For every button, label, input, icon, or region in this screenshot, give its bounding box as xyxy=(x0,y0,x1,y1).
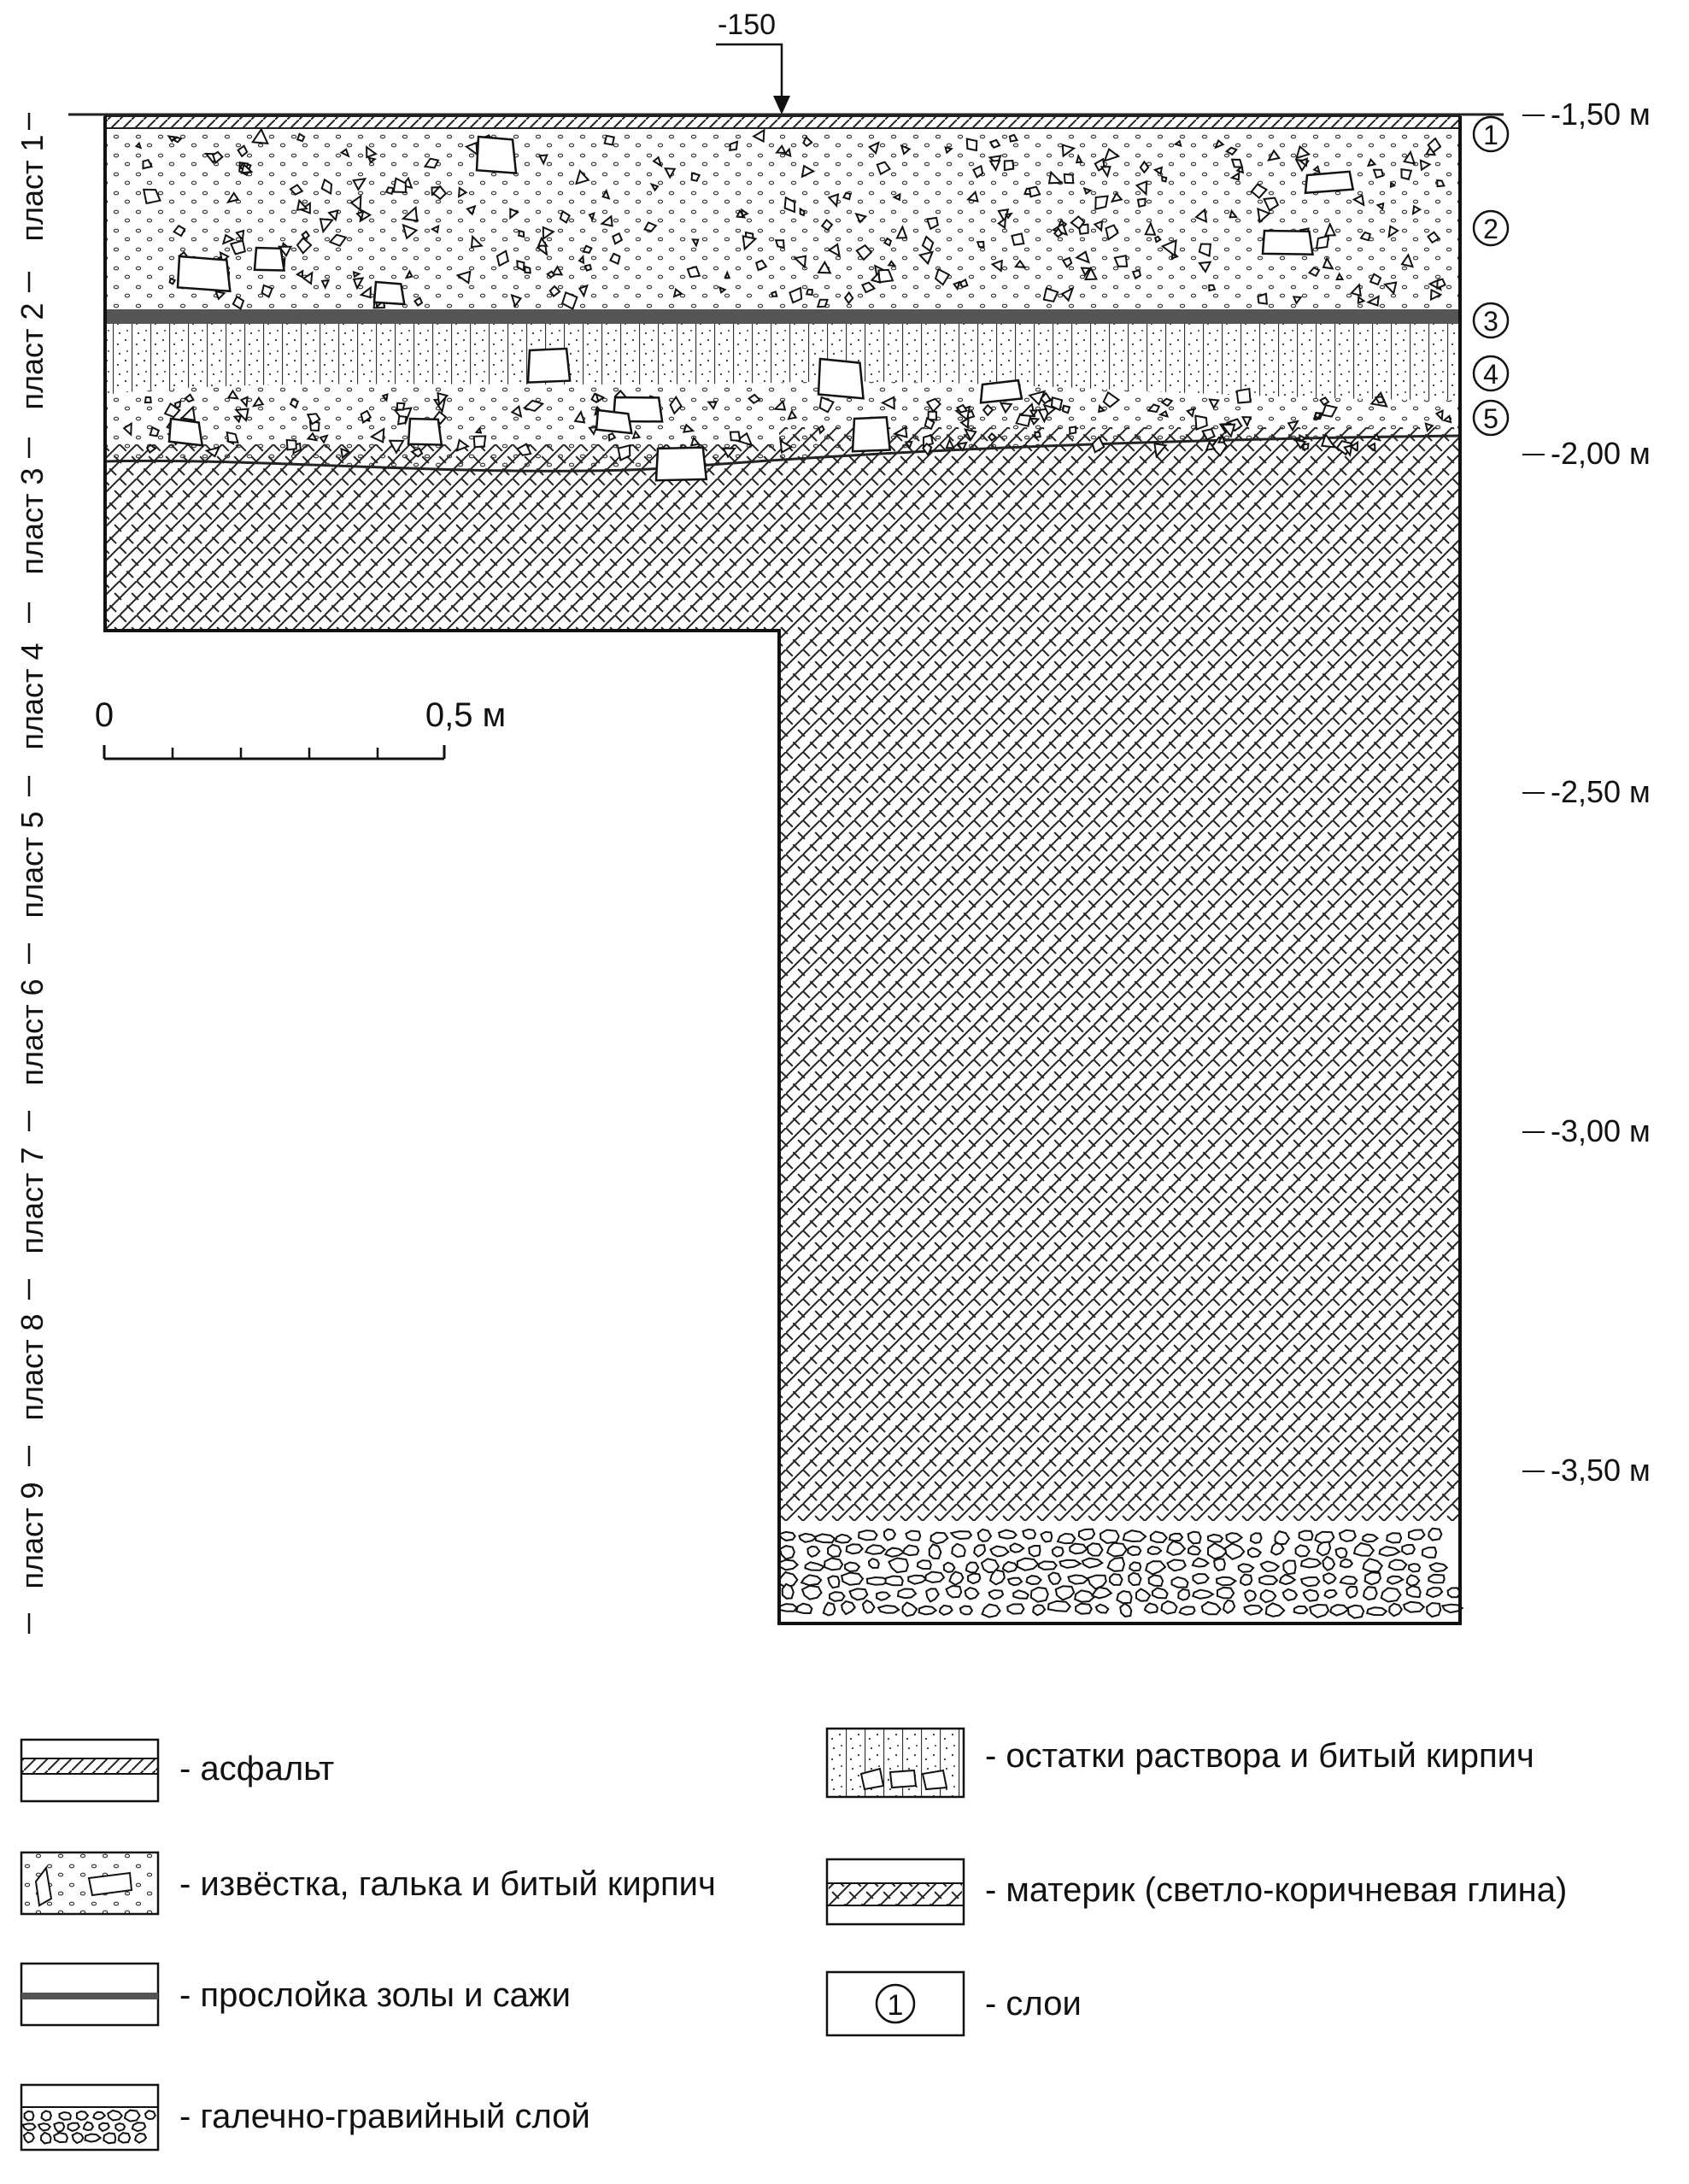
pebble xyxy=(1117,1591,1131,1603)
pebble xyxy=(1048,1601,1070,1612)
pebble xyxy=(925,1572,944,1583)
pebble xyxy=(1172,1577,1188,1588)
pebble xyxy=(25,2111,34,2121)
brick-fragment xyxy=(585,265,591,271)
legend-label: - галечно-гравийный слой xyxy=(179,2098,590,2135)
pebble xyxy=(952,1544,965,1557)
brick-fragment xyxy=(386,187,393,194)
pebble xyxy=(906,1531,920,1541)
depth-label: -1,50 м xyxy=(1551,97,1651,132)
plast-column xyxy=(15,113,50,1634)
scale-bar xyxy=(95,696,506,759)
pebble xyxy=(968,1574,980,1584)
brick-piece xyxy=(178,256,230,291)
legend-item-lime-pebble-brick xyxy=(21,1852,716,1914)
pebble xyxy=(1245,1590,1256,1601)
pebble xyxy=(1346,1587,1358,1598)
pebble xyxy=(1149,1575,1164,1586)
pebble xyxy=(1428,1575,1444,1583)
layer-number-1 xyxy=(1474,117,1508,151)
brick-fragment xyxy=(474,436,485,447)
brick-fragment xyxy=(1401,169,1410,179)
pebble xyxy=(1070,1544,1087,1554)
pebble xyxy=(1381,1588,1401,1601)
brick-fragment xyxy=(818,300,827,307)
pebble xyxy=(1422,1547,1436,1558)
pebble xyxy=(1294,1606,1308,1613)
pebble xyxy=(1178,1589,1189,1600)
plast-label: пласт 1 xyxy=(15,134,50,242)
pebble xyxy=(1180,1606,1195,1614)
pebble xyxy=(115,2123,125,2131)
pebble xyxy=(1008,1578,1022,1585)
pebble xyxy=(119,2133,130,2142)
pebble xyxy=(1007,1605,1023,1614)
pebble xyxy=(1259,1576,1277,1584)
pebble xyxy=(1027,1576,1041,1584)
pebble xyxy=(103,2133,115,2143)
brick-piece xyxy=(169,419,202,445)
pebble xyxy=(1406,1586,1420,1597)
legend-item-ash-soot xyxy=(21,1964,571,2025)
layer-numbers xyxy=(1474,117,1508,435)
pebble xyxy=(828,1545,841,1557)
layer-1-asphalt xyxy=(105,116,1460,128)
layer-3-ash-soot xyxy=(105,309,1460,324)
brick-fragment xyxy=(1317,236,1328,249)
pebble xyxy=(1323,1573,1335,1583)
legend-label: - асфальт xyxy=(179,1750,335,1788)
pebble xyxy=(1214,1559,1225,1570)
brick-piece xyxy=(1263,231,1313,255)
brick-fragment xyxy=(1064,174,1074,183)
pebble xyxy=(42,2111,51,2121)
pebble xyxy=(944,1563,955,1572)
brick-fragment xyxy=(525,267,530,273)
plast-label: пласт 6 xyxy=(15,978,50,1086)
pebble xyxy=(1217,1577,1235,1586)
pebble xyxy=(1299,1531,1313,1541)
pebble xyxy=(1023,1529,1035,1539)
layer-number-4 xyxy=(1474,356,1508,390)
brick-fragment xyxy=(1095,197,1107,209)
brick-fragment xyxy=(175,402,180,408)
pebble xyxy=(1389,1559,1407,1570)
brick-fragment xyxy=(977,242,983,247)
brick-fragment xyxy=(1035,432,1040,437)
pebble xyxy=(1296,1545,1310,1556)
brick-fragment xyxy=(1209,285,1215,291)
brick-fragment xyxy=(605,136,614,145)
pebble xyxy=(930,1544,941,1559)
pebble xyxy=(878,1606,899,1613)
pebble xyxy=(1100,1530,1119,1544)
pebble xyxy=(1217,1588,1234,1599)
pebble xyxy=(847,1544,863,1553)
pebble xyxy=(1402,1545,1415,1554)
layer-number-text: 3 xyxy=(1483,306,1498,337)
pebble xyxy=(1301,1577,1319,1586)
plast-label: пласт 4 xyxy=(15,643,50,750)
pebble xyxy=(1427,1603,1440,1617)
brick-piece xyxy=(656,448,707,481)
brick-fragment xyxy=(1063,406,1070,413)
pebble xyxy=(1170,1534,1182,1541)
pebble xyxy=(830,1592,845,1601)
pebble xyxy=(999,1530,1016,1539)
brick-piece xyxy=(255,248,284,271)
pebble xyxy=(824,1559,842,1570)
brick-fragment xyxy=(1005,161,1014,170)
pebble xyxy=(1129,1562,1141,1570)
pebble xyxy=(966,1563,978,1573)
plast-label: пласт 3 xyxy=(15,467,50,575)
pebble xyxy=(1340,1559,1352,1568)
legend-swatch-brick xyxy=(861,1769,947,1789)
pebble xyxy=(783,1584,794,1599)
pebble xyxy=(1193,1574,1208,1583)
pebble xyxy=(1053,1547,1064,1556)
pebble xyxy=(73,2133,84,2143)
pebble xyxy=(41,2133,51,2144)
layer-number-text: 5 xyxy=(1483,403,1498,434)
pebble xyxy=(93,2112,104,2120)
brick-fragment xyxy=(287,440,296,449)
legend-label: - извёстка, галька и битый кирпич xyxy=(179,1865,716,1903)
pebble xyxy=(1430,1563,1447,1571)
pebble xyxy=(884,1529,895,1541)
pebble xyxy=(885,1576,903,1586)
brick-fragment xyxy=(1162,177,1166,182)
plast-label: пласт 2 xyxy=(15,302,50,410)
brick-piece xyxy=(853,417,890,451)
pebble xyxy=(918,1560,931,1569)
pebble xyxy=(24,2133,34,2143)
brick-piece xyxy=(818,359,864,398)
legend-item-pebble-gravel xyxy=(21,2085,590,2150)
brick-piece xyxy=(408,419,442,445)
pebble xyxy=(54,2133,67,2142)
pebble xyxy=(1129,1573,1141,1585)
brick-piece xyxy=(528,349,570,383)
pebble xyxy=(960,1606,972,1615)
pebble xyxy=(989,1590,1004,1599)
pebble xyxy=(1029,1546,1040,1557)
pebble xyxy=(978,1529,991,1541)
pebble xyxy=(132,2122,145,2131)
layer-number-2 xyxy=(1474,211,1508,245)
legend-item-asphalt xyxy=(21,1740,334,1801)
layer-number-text: 2 xyxy=(1483,214,1498,244)
pebble xyxy=(23,2123,36,2130)
brick-fragment xyxy=(1138,199,1146,207)
brick-fragment xyxy=(771,291,777,296)
legend-swatch-ash-soot xyxy=(21,1993,158,1999)
pebble xyxy=(1003,1562,1018,1572)
legend-label: - остатки раствора и битый кирпич xyxy=(985,1737,1534,1775)
plast-label: пласт 8 xyxy=(15,1313,50,1421)
layer-number-text: 4 xyxy=(1483,359,1498,390)
pebble xyxy=(919,1606,936,1615)
legend-label: - слои xyxy=(985,1985,1082,2023)
scale-bar-end: 0,5 м xyxy=(425,696,507,734)
pebble xyxy=(1079,1529,1094,1541)
pebble xyxy=(842,1573,863,1585)
brick-fragment xyxy=(1258,294,1267,304)
pebble xyxy=(779,1604,797,1612)
pebble xyxy=(1039,1561,1057,1570)
pebble xyxy=(1088,1543,1103,1555)
brick-fragment xyxy=(730,432,740,440)
depth-label: -3,00 м xyxy=(1551,1113,1651,1148)
legend-swatch-asphalt xyxy=(21,1758,158,1774)
layer-number-3 xyxy=(1474,303,1508,338)
brick-piece xyxy=(981,380,1022,402)
pebble xyxy=(1340,1530,1356,1541)
pebble xyxy=(1128,1547,1141,1555)
brick-piece xyxy=(477,137,516,173)
pebble xyxy=(1409,1564,1420,1571)
pebble xyxy=(1301,1559,1321,1568)
pebble xyxy=(859,1530,877,1540)
pebble xyxy=(1409,1530,1424,1540)
brick-fragment xyxy=(1315,413,1320,418)
subsoil-clay-fill-deep xyxy=(779,427,1460,1529)
pebble xyxy=(1367,1607,1387,1615)
pebble xyxy=(125,2111,140,2122)
pebble xyxy=(1244,1606,1262,1615)
pebble xyxy=(108,2111,122,2121)
brick-fragment xyxy=(776,240,783,248)
pebble xyxy=(1208,1535,1223,1542)
pebble xyxy=(1387,1533,1401,1542)
pebble xyxy=(1188,1532,1201,1544)
legend-item-layers xyxy=(827,1972,1082,2035)
pebble xyxy=(1145,1604,1158,1613)
brick-fragment xyxy=(519,231,524,237)
brick-fragment xyxy=(227,432,238,443)
brick-fragment xyxy=(1012,233,1023,244)
brick-fragment xyxy=(967,139,977,151)
brick-fragment xyxy=(1232,160,1242,167)
pebble xyxy=(1031,1588,1048,1602)
legend-item-mortar-brick xyxy=(827,1729,1534,1797)
brick-piece xyxy=(1305,172,1353,193)
brick-fragment xyxy=(398,416,406,425)
depth-label: -3,50 м xyxy=(1551,1453,1651,1488)
layer-number-5 xyxy=(1474,401,1508,435)
pebble xyxy=(898,1589,916,1599)
brick-fragment xyxy=(145,397,151,402)
pebble xyxy=(77,2111,88,2120)
legend-label: - материк (светло-коричневая глина) xyxy=(985,1871,1568,1909)
legend xyxy=(21,1729,1567,2150)
depth-label: -2,00 м xyxy=(1551,436,1651,471)
brick-fragment xyxy=(1070,426,1076,433)
pebble xyxy=(1161,1601,1176,1614)
legend-item-subsoil xyxy=(827,1859,1567,1924)
legend-label: - прослойка золы и сажи xyxy=(179,1976,571,2014)
depth-scale xyxy=(1522,97,1651,1488)
pebble xyxy=(1240,1575,1252,1586)
pebble xyxy=(1336,1548,1347,1559)
layer-number-text: 1 xyxy=(1483,120,1498,150)
brick-fragment xyxy=(1237,389,1251,403)
plast-label: пласт 9 xyxy=(15,1482,50,1589)
pebble xyxy=(1404,1602,1424,1612)
pebble xyxy=(1251,1533,1262,1543)
brick-fragment xyxy=(170,279,175,284)
depth-label: -2,50 м xyxy=(1551,774,1651,809)
pebble xyxy=(869,1559,879,1568)
pebble xyxy=(145,2111,155,2119)
pebble xyxy=(1428,1529,1441,1541)
arrow-down-icon xyxy=(773,96,790,114)
pebble xyxy=(1364,1587,1377,1600)
plast-label: пласт 7 xyxy=(15,1147,50,1254)
pebble xyxy=(796,1604,812,1613)
legend-swatch-subsoil-pattern xyxy=(829,1883,962,1905)
section-profile xyxy=(68,114,1504,1623)
pebble xyxy=(1348,1606,1364,1618)
surface-marker-arrow-line xyxy=(716,44,782,101)
brick-fragment xyxy=(397,403,405,410)
brick-fragment xyxy=(806,290,812,295)
pebble xyxy=(1365,1572,1381,1584)
pebble xyxy=(845,1563,859,1572)
pebble xyxy=(1283,1560,1295,1574)
pebble xyxy=(60,2112,71,2120)
brick-piece xyxy=(596,410,631,433)
legend-layer-symbol-number: 1 xyxy=(887,1989,904,2022)
scale-bar-start: 0 xyxy=(94,696,114,734)
pebble xyxy=(816,1534,836,1542)
brick-piece xyxy=(374,282,404,304)
plast-label: пласт 5 xyxy=(15,811,50,919)
pebble xyxy=(1076,1604,1092,1614)
surface-marker xyxy=(716,9,790,114)
surface-marker-label: -150 xyxy=(717,9,777,41)
pebble xyxy=(1110,1574,1122,1585)
